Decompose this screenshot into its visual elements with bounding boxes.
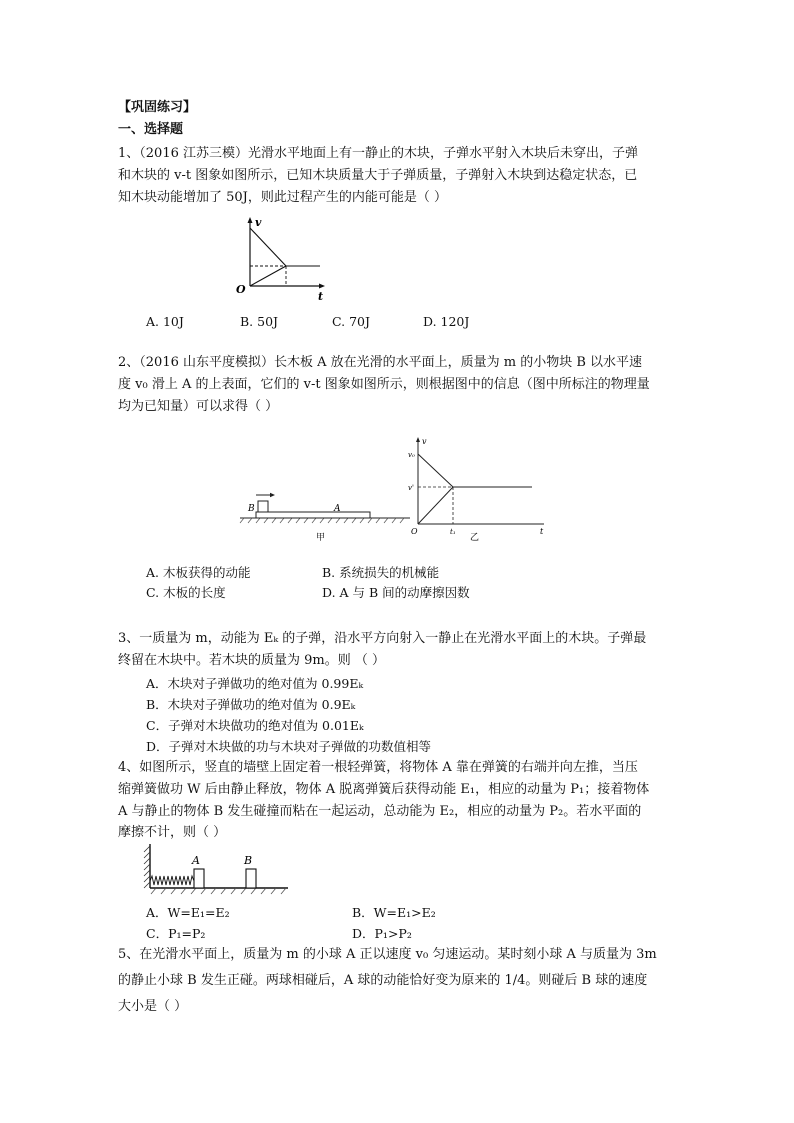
q2-label-b: B (248, 504, 255, 514)
q2-t-label: t (540, 527, 544, 536)
q4-line-2: 缩弹簧做功 W 后由静止释放，物体 A 脱离弹簧后获得动能 E₁，相应的动量为 P₁；接着物体 (118, 782, 650, 797)
q2-option-c: C. 木板的长度 (146, 585, 226, 600)
q1-option-a: A. 10J (146, 314, 184, 329)
q1-t-label: t (318, 290, 324, 303)
q2-line-2: 度 v₀ 滑上 A 的上表面，它们的 v-t 图象如图所示，则根据图中的信息（图中所标注的物理量 (118, 377, 650, 392)
q1-t-arrow (319, 284, 325, 289)
q1-v-label: v (255, 216, 262, 229)
q4-label-a: A (192, 854, 200, 867)
q5-line-3: 大小是（ ） (118, 999, 188, 1014)
q1-line-2: 和木块的 v-t 图象如图所示，已知木块质量大于子弹质量，子弹射入木块到达稳定状态，已 (118, 168, 638, 183)
q2-v-arrowhead (416, 437, 420, 442)
q4-line-4: 摩擦不计，则（ ） (118, 825, 227, 840)
q1-option-b: B. 50J (240, 314, 279, 329)
q3-option-d: D．子弹对木块做的功与木块对子弹做的功数值相等 (146, 739, 432, 754)
q2-label-a: A (334, 504, 341, 514)
q3-option-b: B．木块对子弹做功的绝对值为 0.9Eₖ (146, 697, 356, 712)
section-label: 【巩固练习】 (118, 100, 197, 115)
q2-origin-label: O (411, 527, 418, 536)
q3-line-2: 终留在木块中。若木块的质量为 9m。则 （ ） (118, 653, 385, 668)
q5-line-1: 5、在光滑水平面上，质量为 m 的小球 A 正以速度 v₀ 匀速运动。某时刻小球 A 与质量为 3m (118, 947, 657, 962)
q4-label-b: B (244, 854, 253, 867)
q2-v0-label: v₀ (408, 451, 415, 459)
q1-vt-graph (228, 214, 338, 304)
q1-option-c: C. 70J (332, 314, 370, 329)
q1-v-arrow (248, 217, 253, 223)
q2-caption-left: 甲 (316, 533, 326, 543)
q4-figure (140, 842, 292, 900)
q1-line-1: 1、（2016 江苏三模）光滑水平地面上有一静止的木块，子弹水平射入木块后未穿出，子弹 (118, 146, 638, 161)
q2-v1-label: v' (408, 484, 414, 492)
q2-fig-left (240, 493, 410, 543)
q4-option-a: A．W=E₁=E₂ (146, 905, 230, 920)
q3-option-c: C．子弹对木块做功的绝对值为 0.01Eₖ (146, 718, 364, 733)
q3-option-a: A．木块对子弹做功的绝对值为 0.99Eₖ (146, 676, 364, 691)
q1-origin-label: O (236, 283, 246, 296)
q2-a-line (418, 487, 453, 524)
q2-option-d: D. A 与 B 间的动摩擦因数 (322, 585, 470, 600)
q1-line-3: 知木块动能增加了 50J，则此过程产生的内能可能是（ ） (118, 190, 448, 205)
q4-line-3: A 与静止的物体 B 发生碰撞而粘在一起运动，总动能为 E₂，相应的动量为 P₂。若水平面的 (118, 804, 642, 819)
q4-wall-hatch (144, 846, 150, 888)
q2-v-label: v (422, 437, 427, 446)
q4-floor-hatch (151, 888, 286, 894)
q2-figure (238, 434, 548, 544)
q2-line-1: 2、（2016 山东平度模拟）长木板 A 放在光滑的水平面上，质量为 m 的小物块 B 以水平速 (118, 355, 643, 370)
q2-caption-right: 乙 (470, 533, 480, 543)
q4-block-b (246, 869, 256, 888)
q2-option-b: B. 系统损失的机械能 (322, 565, 440, 580)
q2-board-a (256, 512, 370, 518)
q4-line-1: 4、如图所示，竖直的墙壁上固定着一根轻弹簧，将物体 A 靠在弹簧的右端并向左推，当压 (118, 760, 638, 775)
q5-line-2: 的静止小球 B 发生正碰。两球相碰后，A 球的动能恰好变为原来的 1/4。则碰后 B 球的速度 (118, 973, 648, 988)
q4-option-d: D．P₁>P₂ (352, 926, 412, 941)
q2-t1-label: t₁ (450, 528, 456, 536)
q1-block-line (250, 266, 286, 286)
q4-spring (150, 876, 194, 885)
q4-block-a (194, 869, 204, 888)
section-type: 一、选择题 (118, 122, 184, 137)
q1-bullet-line (250, 228, 286, 266)
q2-ground-hatch (240, 518, 404, 523)
q4-option-c: C．P₁=P₂ (146, 926, 206, 941)
q2-fig-right (408, 437, 544, 543)
q1-option-d: D. 120J (423, 314, 470, 329)
q2-option-a: A. 木板获得的动能 (146, 565, 251, 580)
q2-line-3: 均为已知量）可以求得（ ） (118, 399, 279, 414)
q2-velocity-arrowhead (270, 493, 275, 497)
q4-option-b: B．W=E₁>E₂ (352, 905, 436, 920)
q2-block-b (258, 501, 268, 512)
q2-b-line (418, 454, 453, 487)
q3-line-1: 3、一质量为 m，动能为 Eₖ 的子弹，沿水平方向射入一静止在光滑水平面上的木块。子弹最 (118, 631, 647, 646)
